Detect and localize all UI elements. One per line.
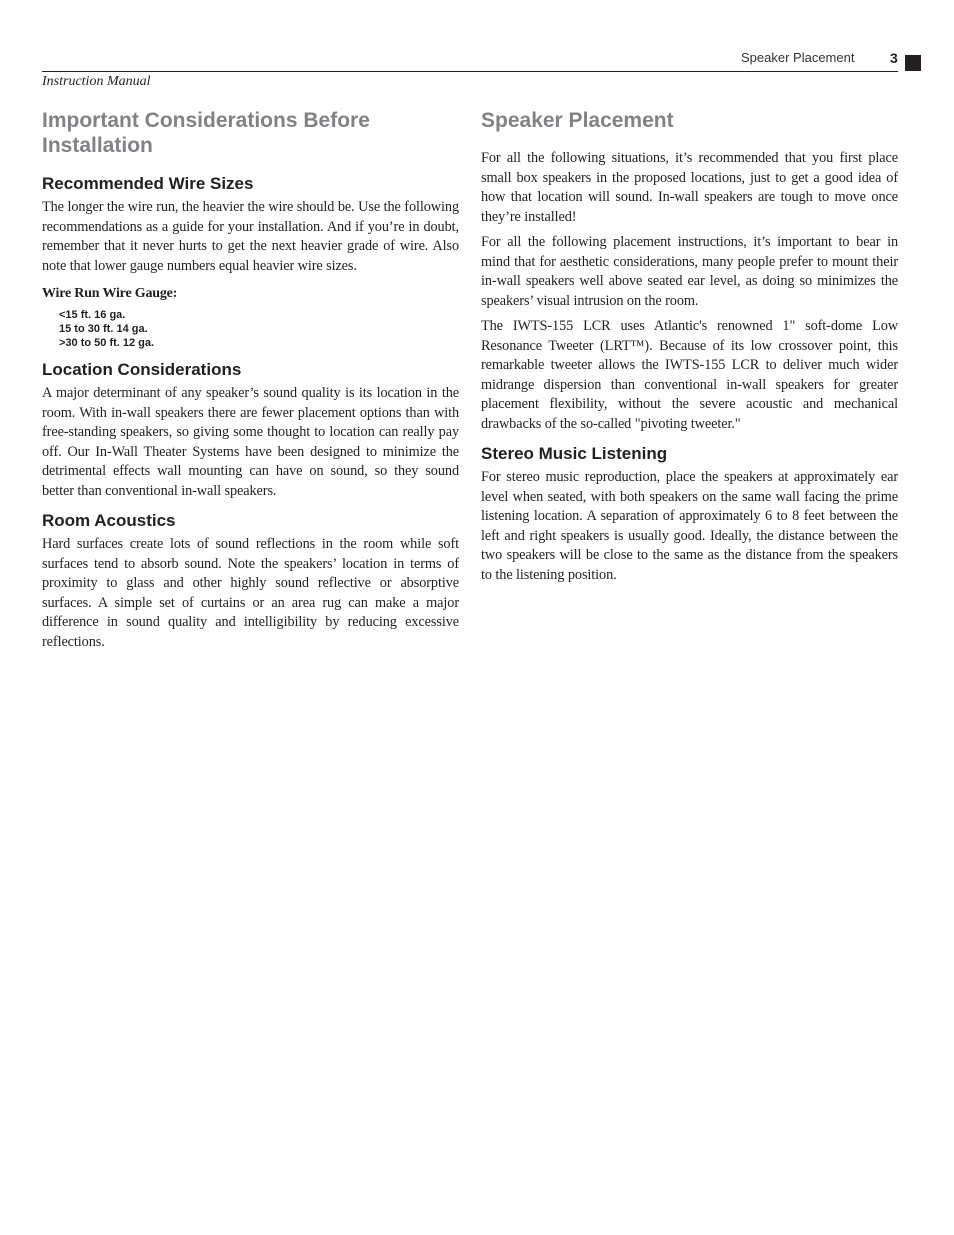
header-divider	[42, 71, 898, 72]
section-title-wire-sizes: Recommended Wire Sizes	[42, 174, 254, 193]
right-column	[481, 108, 898, 591]
page-tab-marker	[905, 55, 921, 71]
wire-table-title: Wire Run Wire Gauge:	[42, 286, 178, 301]
page-number: 3	[890, 50, 898, 66]
wire-table-row: <15 ft. 16 ga.	[59, 309, 126, 321]
section-title-stereo-listening: Stereo Music Listening	[481, 444, 668, 463]
placement-paragraph: For all the following situations, it’s recommended that you first place small box speakers in the proposed locations, just to get a good idea of how that location will sound. In-wall speakers are tough to move once they’re installed!	[481, 150, 898, 225]
section-title-room-acoustics: Room Acoustics	[42, 511, 176, 530]
placement-paragraph: The IWTS-155 LCR uses Atlantic's renowned 1" soft-dome Low Resonance Tweeter (LRT™). Because of its low crossover point, this remarkable tweeter allows the IWTS-155 LCR to deliver much wider midrange dispersion than conventional in-wall speakers for greater placement flexibility, without the severe acoustic and mechanical drawbacks of the so-called "pivoting tweeter."	[481, 318, 898, 432]
running-header-section: Speaker Placement	[741, 50, 855, 65]
section-paragraph-room-acoustics: Hard surfaces create lots of sound reflections in the room while soft surfaces tend to absorb sound. Note the speakers’ location in terms of proximity to glass and other highly sound reflective or absorptive surfaces. A simple set of curtains or an area rug can make a major difference in sound quality and intelligibility by reducing excessive reflections.	[42, 536, 459, 650]
wire-gauge-table	[59, 308, 459, 350]
left-column	[42, 108, 459, 658]
section-paragraph-wire-sizes: The longer the wire run, the heavier the wire should be. Use the following recommendations as a guide for your installation. And if you’re in doubt, remember that it never hurts to get the next heavier grade of wire. Also note that lower gauge numbers equal heavier wire sizes.	[42, 199, 459, 274]
wire-table-row: >30 to 50 ft. 12 ga.	[59, 337, 155, 349]
manual-title: Instruction Manual	[42, 74, 151, 89]
section-paragraph-stereo-listening: For stereo music reproduction, place the speakers at approximately ear level when seated, with both speakers on the same wall facing the prime listening location. A separation of approximately 6 to 8 feet between the left and right speakers is usually good. Ideally, the distance between the two speakers will be close to the same as the distance from the speakers to the listening position.	[481, 469, 898, 583]
wire-table-row: 15 to 30 ft. 14 ga.	[59, 323, 148, 335]
section-paragraph-location: A major determinant of any speaker’s sound quality is its location in the room. With in-wall speakers there are fewer placement options than with free-standing speakers, so giving some thought to location can really pay off. Our In-Wall Theater Systems have been designed to minimize the detrimental effects wall mounting can have on sound, so they sound better than conventional in-wall speakers.	[42, 385, 459, 499]
placement-paragraph: For all the following placement instructions, it’s important to bear in mind that for aesthetic considerations, many people prefer to mount their in-wall speakers well above seated ear level, as doing so minimizes the speakers’ visual intrusion on the room.	[481, 234, 898, 309]
section-title-location: Location Considerations	[42, 360, 242, 379]
left-column-heading: Important Considerations Before Installation	[42, 109, 370, 157]
right-column-heading: Speaker Placement	[481, 109, 674, 132]
